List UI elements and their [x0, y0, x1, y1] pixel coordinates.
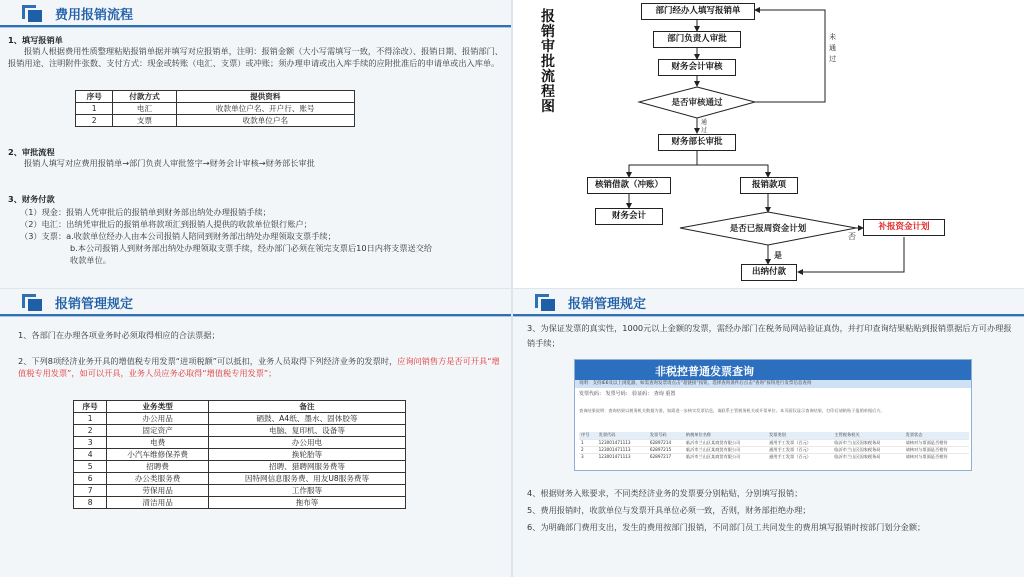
fill-expense-form-node: 部门经办人填写报销单: [641, 3, 755, 20]
table-cell: 8: [74, 497, 107, 509]
table-cell: 办公类服务费: [107, 473, 209, 485]
table-cell: 通用手工发票（百元）: [767, 439, 832, 446]
payment-line: （2）电汇：出纳凭审批后的报销单将款项汇到报销人提供的收款单位银行账户；: [20, 219, 312, 229]
table-cell: 硒鼓、A4纸、墨水、固体胶等: [208, 413, 405, 425]
query-title: 非税控普通发票查询: [655, 365, 754, 378]
table-cell: 7: [74, 485, 107, 497]
table-cell: 招聘、猎聘网服务费等: [208, 461, 405, 473]
query-banner: [575, 360, 971, 380]
table-header: 主管税务机关: [832, 432, 903, 439]
table-cell: 4: [74, 449, 107, 461]
table-cell: 临沂市兰山区某商贸有限公司: [684, 439, 767, 446]
table-header: 业务类型: [107, 401, 209, 413]
table-cell: 临沂市兰山区国家税务局: [832, 446, 903, 453]
table-header: 提供资料: [176, 91, 354, 103]
table-cell: 临沂市兰山区国家税务局: [832, 439, 903, 446]
rule-2-text: 2、下列8项经济业务开具的增值税专用发票“进项税额”可以抵扣，业务人员取得下列经济业务的发票时，: [18, 356, 398, 366]
table-cell: 2: [76, 115, 113, 127]
table-cell: 拖布等: [208, 497, 405, 509]
table-header: 序号: [74, 401, 107, 413]
table-cell: 工作服等: [208, 485, 405, 497]
panel-header: [513, 289, 1024, 315]
approval-flowchart-panel: [513, 0, 1024, 288]
table-header: 纳税单位名称: [684, 432, 767, 439]
table-cell: 收款单位户名: [176, 115, 354, 127]
table-header: 序号: [579, 432, 597, 439]
table-cell: 劳保用品: [107, 485, 209, 497]
table-cell: 请核对与票面是否相符: [904, 439, 969, 446]
section-1-body: 报销人根据费用性质整理粘贴报销单据并填写对应报销单，注明：报销金额（大小写需填写一致，不得涂改）、报销日期、报销部门、报销用途、注明附件张数、支付方式：现金或转账（电汇、支票）或冲账；须办理申请或出入库手续的应附批准后的申请单或出入库单。: [8, 46, 503, 68]
section-icon: [22, 294, 48, 312]
table-cell: 临沂市兰山区某商贸有限公司: [684, 453, 767, 460]
rule-2-highlight: 应询问销售方是否可开具“增值税专用发票”，如可以开具，业务人员应务必取得“增值税专用发票”；: [18, 356, 500, 378]
passed-label: 通过: [701, 119, 708, 134]
query-form: 发票代码： 发票号码： 验证码： 查询 重置: [579, 391, 676, 397]
rule-4: 4、根据财务入账要求，不同类经济业务的发票要分别粘贴，分别填写报销；: [527, 488, 803, 498]
rule-1: 1、各部门在办理各项业务时必须取得相应的合法票据；: [18, 330, 220, 340]
dept-head-approval-node: 部门负责人审批: [653, 31, 741, 48]
table-cell: 招聘费: [107, 461, 209, 473]
table-row: [76, 115, 355, 127]
vat-business-table: [73, 400, 406, 509]
flowchart-connectors: [513, 0, 1024, 288]
table-cell: 清洁用品: [107, 497, 209, 509]
panel-title: 报销管理规定: [55, 297, 134, 312]
table-cell: 3: [74, 437, 107, 449]
table-cell: 换轮胎等: [208, 449, 405, 461]
table-row: [74, 449, 406, 461]
table-cell: 6: [74, 473, 107, 485]
table-cell: 电汇: [113, 103, 176, 115]
table-cell: 小汽车维修保养费: [107, 449, 209, 461]
rule-2: [18, 355, 506, 379]
table-cell: 2: [74, 425, 107, 437]
table-cell: 123001471113: [597, 453, 648, 460]
table-cell: 62897217: [648, 453, 684, 460]
table-cell: 临沂市兰山区国家税务局: [832, 453, 903, 460]
finance-head-approval-node: 财务部长审批: [658, 134, 736, 151]
table-header: 发票类别: [767, 432, 832, 439]
table-cell: 请核对与票面是否相符: [904, 446, 969, 453]
yes-label: 是: [774, 251, 782, 260]
table-cell: 办公用电: [208, 437, 405, 449]
not-passed-label: 未通过: [829, 33, 836, 63]
offset-loan-node: 核销借款（冲账）: [587, 177, 671, 194]
reimburse-funds-node: 报销款项: [740, 177, 798, 194]
table-header: 发票代码: [597, 432, 648, 439]
table-cell: 3: [579, 453, 597, 460]
table-row: [74, 413, 406, 425]
query-notice-bar: 说明：支持IE6及以上浏览器，如需查询发票请点击“超链接”按钮，选择查询条件后点击“查询”按钮进行发票信息查询: [575, 380, 971, 388]
table-row: [74, 497, 406, 509]
table-cell: 通用手工发票（百元）: [767, 453, 832, 460]
review-passed-decision: 是否审核通过: [671, 98, 723, 108]
table-header: 发票状态: [904, 432, 969, 439]
table-header: 序号: [76, 91, 113, 103]
table-cell: 123001471113: [597, 439, 648, 446]
section-icon: [22, 5, 48, 23]
table-cell: 因特网信息服务费、用友U8服务费等: [208, 473, 405, 485]
table-cell: 电费: [107, 437, 209, 449]
table-row: [74, 437, 406, 449]
payment-line: b.本公司报销人到财务部出纳处办理领取支票手续，经办部门必须在领完支票后10日内将支票送交给: [70, 243, 433, 253]
payment-line: （3）支票：a.收款单位经办人由本公司报销人陪同到财务部出纳处办理领取支票手续；: [20, 231, 336, 241]
table-cell: 5: [74, 461, 107, 473]
invoice-query-screenshot: [574, 359, 972, 471]
panel-title: 报销管理规定: [568, 297, 647, 312]
table-cell: 123001471113: [597, 446, 648, 453]
table-row: [74, 473, 406, 485]
table-cell: 固定资产: [107, 425, 209, 437]
table-row: [579, 446, 969, 453]
section-3-heading: 3、财务付款: [8, 194, 55, 204]
reimbursement-rules-panel-1: [0, 289, 511, 577]
table-cell: 办公用品: [107, 413, 209, 425]
table-cell: 通用手工发票（百元）: [767, 446, 832, 453]
table-header: 备注: [208, 401, 405, 413]
accountant-review-node: 财务会计审核: [658, 59, 736, 76]
table-row: [579, 439, 969, 446]
reimbursement-rules-panel-2: [513, 289, 1024, 577]
table-header: 发票号码: [648, 432, 684, 439]
table-cell: 请核对与票面是否相符: [904, 453, 969, 460]
query-note: 查询结果说明：查询结果以税务机关数据为准，如需进一步核实发票信息，请联系主管税务机关或开票单位。本页面仅显示查询结果，打印后请粘贴于报销单据后方。: [579, 408, 885, 413]
supplement-plan-node: 补报资金计划: [863, 219, 945, 236]
table-cell: 2: [579, 446, 597, 453]
table-row: [579, 453, 969, 460]
payment-line: 收款单位。: [70, 255, 111, 265]
table-row: [76, 103, 355, 115]
payment-line: （1）现金：报销人凭审批后的报销单到财务部出纳处办理报销手续；: [20, 207, 271, 217]
rule-6: 6、为明确部门费用支出，发生的费用按部门报销，不同部门员工共同发生的费用填写报销时按部门划分金额；: [527, 522, 926, 532]
table-row: [74, 461, 406, 473]
table-cell: 1: [76, 103, 113, 115]
table-row: [74, 485, 406, 497]
section-1-heading: 1、填写报销单: [8, 35, 63, 45]
no-label: 否: [848, 232, 856, 241]
table-cell: 62897214: [648, 439, 684, 446]
table-cell: 支票: [113, 115, 176, 127]
finance-accountant-node: 财务会计: [595, 208, 663, 225]
expense-process-panel: [0, 0, 511, 288]
section-2-heading: 2、审批流程: [8, 147, 55, 157]
weekly-plan-decision: 是否已报周资金计划: [729, 224, 807, 234]
table-cell: 临沂市兰山区某商贸有限公司: [684, 446, 767, 453]
flowchart-vertical-title: 报销审批流程图: [541, 9, 555, 115]
rule-3: 3、为保证发票的真实性，1000元以上金额的发票，需经办部门在税务局网站验证真伪，并打印查询结果粘贴到报销票据后方可办理报销手续；: [527, 323, 1012, 348]
panel-header: [0, 0, 511, 26]
table-cell: 收款单位户名、开户行、账号: [176, 103, 354, 115]
table-cell: 62897215: [648, 446, 684, 453]
table-cell: 1: [579, 439, 597, 446]
cashier-payment-node: 出纳付款: [741, 264, 797, 281]
table-header: 付款方式: [113, 91, 176, 103]
section-icon: [535, 294, 561, 312]
query-result-table: [579, 432, 969, 460]
rule-5: 5、费用报销时，收款单位与发票开具单位必须一致，否则，财务部拒绝办理；: [527, 505, 811, 515]
panel-header: [0, 289, 511, 315]
table-cell: 1: [74, 413, 107, 425]
payment-method-table: [75, 90, 355, 127]
section-2-body: 报销人填写对应费用报销单→部门负责人审批签字→财务会计审核→财务部长审批: [24, 158, 315, 168]
table-cell: 电脑、复印机、设备等: [208, 425, 405, 437]
panel-title: 费用报销流程: [55, 8, 134, 23]
table-row: [74, 425, 406, 437]
